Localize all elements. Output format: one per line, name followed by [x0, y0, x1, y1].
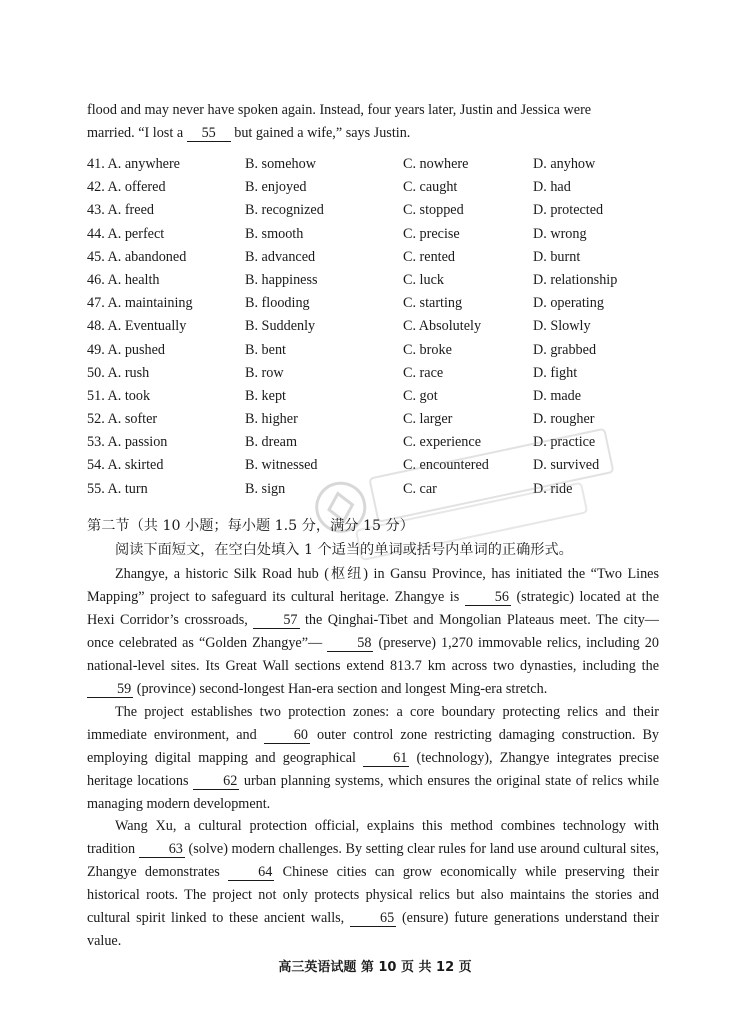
p2-text-1: The project establishes two protection zones: a core boundary protecting relics and their immediate environment, and — [87, 704, 659, 743]
option-a: 48. A. Eventually — [87, 318, 187, 335]
option-c: C. encountered — [403, 457, 489, 474]
blank-60: 60 — [264, 727, 310, 744]
blank-55: 55 — [187, 125, 231, 142]
option-c: C. nowhere — [403, 156, 469, 172]
option-b: B. row — [245, 364, 284, 381]
option-c: C. got — [403, 387, 438, 404]
blank-57: 57 — [253, 612, 299, 629]
p2-text-2: outer control zone restricting damaging construction. By employing digital mapping and geographical — [87, 727, 660, 766]
option-b: B. somehow — [245, 156, 316, 172]
p1-text-1: Zhangye, a historic Silk Road hub (枢纽) in Gansu Province, has initiated the “Two Lines Mapping” project to safeguard its cultural heritage. Zhangye is — [87, 566, 659, 605]
option-a: 51. A. took — [87, 387, 151, 404]
option-d: D. survived — [533, 457, 600, 474]
option-d: D. burnt — [533, 248, 581, 265]
option-d: D. protected — [533, 202, 604, 219]
option-c: C. luck — [403, 271, 444, 288]
p3-text-3: Chinese cities can grow economically while preserving their historical roots. The project not only protects physical relics but also maintains the stories and cultural spirit linked to these ancient walls, — [87, 864, 660, 926]
intro-line-2-end: but gained a wife,” says Justin. — [234, 125, 411, 141]
p1-text-2: (strategic) located at the Hexi Corridor’s crossroads, — [87, 589, 660, 628]
option-c: C. car — [403, 480, 437, 497]
section-instruction: 阅读下面短文，在空白处填入 1 个适当的单词或括号内单词的正确形式。 — [115, 542, 573, 558]
option-row — [87, 199, 687, 222]
blank-61: 61 — [363, 750, 409, 767]
option-row — [87, 362, 687, 385]
option-b: B. dream — [245, 434, 298, 451]
option-c: C. broke — [403, 341, 452, 358]
option-a: 54. A. skirted — [87, 457, 164, 474]
option-c: C. experience — [403, 434, 481, 451]
option-row — [87, 153, 687, 176]
paragraph-3 — [87, 815, 659, 953]
option-c: C. larger — [403, 411, 453, 428]
option-row — [87, 292, 687, 315]
option-a: 44. A. perfect — [87, 225, 165, 242]
option-row — [87, 315, 687, 338]
intro-line-1: flood and may never have spoken again. Instead, four years later, Justin and Jessica were — [87, 102, 592, 118]
option-a: 42. A. offered — [87, 179, 166, 196]
page-footer: 高三英语试题 第 10 页 共 12 页 — [278, 960, 472, 975]
option-c: C. caught — [403, 179, 458, 196]
option-b: B. sign — [245, 480, 286, 497]
option-b: B. kept — [245, 387, 286, 404]
option-c: C. precise — [403, 225, 460, 242]
blank-59: 59 — [87, 681, 133, 698]
option-row — [87, 385, 687, 408]
p1-text-4: (preserve) 1,270 immovable relics, including 20 national-level sites. Its Great Wall sections extend 813.7 km across two dynasties, including the — [87, 635, 659, 674]
p2-text-4: urban planning systems, which ensures the original state of relics while managing modern development. — [87, 773, 659, 812]
option-d: D. made — [533, 387, 582, 404]
option-a: 46. A. health — [87, 271, 160, 288]
p3-text-1: Wang Xu, a cultural protection official, explains this method combines technology with tradition — [87, 818, 659, 857]
option-d: D. fight — [533, 364, 578, 381]
option-d: D. ride — [533, 480, 573, 497]
option-row — [87, 223, 687, 246]
blank-64: 64 — [228, 864, 274, 881]
p1-text-5: (province) second-longest Han-era section and longest Ming-era stretch. — [136, 681, 548, 697]
option-b: B. witnessed — [245, 457, 318, 474]
option-b: B. higher — [245, 411, 298, 428]
option-row — [87, 339, 687, 362]
option-a: 47. A. maintaining — [87, 295, 193, 312]
p3-text-4: (ensure) future generations understand their value. — [87, 910, 660, 949]
paragraph-1 — [87, 563, 659, 701]
option-b: B. enjoyed — [245, 179, 307, 196]
section-title: 第二节（共 10 小题；每小题 1.5 分，满分 15 分） — [87, 518, 414, 534]
blank-58: 58 — [327, 635, 373, 652]
option-b: B. smooth — [245, 225, 304, 242]
option-c: C. stopped — [403, 202, 464, 219]
p3-text-2: (solve) modern challenges. By setting clear rules for land use around cultural sites, Zhangye demonstrates — [87, 841, 660, 880]
blank-63: 63 — [139, 841, 185, 858]
option-d: D. Slowly — [533, 318, 591, 335]
option-row — [87, 269, 687, 292]
option-b: B. bent — [245, 341, 286, 358]
blank-56: 56 — [465, 589, 511, 606]
option-d: D. grabbed — [533, 341, 597, 358]
option-a: 55. A. turn — [87, 480, 148, 497]
option-a: 49. A. pushed — [87, 341, 166, 358]
option-d: D. anyhow — [533, 156, 596, 172]
option-c: C. rented — [403, 248, 456, 265]
blank-65: 65 — [350, 910, 396, 927]
option-row — [87, 176, 687, 199]
option-a: 45. A. abandoned — [87, 248, 187, 265]
intro-paragraph — [87, 99, 659, 145]
option-b: B. flooding — [245, 295, 310, 312]
option-a: 43. A. freed — [87, 202, 154, 219]
option-a: 50. A. rush — [87, 364, 150, 381]
option-b: B. happiness — [245, 271, 318, 288]
option-b: B. advanced — [245, 248, 316, 265]
option-c: C. starting — [403, 295, 463, 312]
option-d: D. had — [533, 179, 571, 196]
p1-text-3: the Qinghai-Tibet and Mongolian Plateaus meet. The city—once celebrated as “Golden Zhangye”— — [87, 612, 659, 651]
option-a: 41. A. anywhere — [87, 156, 180, 172]
intro-line-2-start: married. “I lost a — [87, 125, 184, 141]
option-b: B. recognized — [245, 202, 324, 219]
blank-62: 62 — [193, 773, 239, 790]
option-b: B. Suddenly — [245, 318, 316, 335]
option-d: D. operating — [533, 295, 604, 312]
option-c: C. Absolutely — [403, 318, 482, 335]
option-row — [87, 246, 687, 269]
option-a: 53. A. passion — [87, 434, 168, 451]
option-d: D. relationship — [533, 271, 618, 288]
option-d: D. practice — [533, 434, 596, 451]
option-d: D. rougher — [533, 411, 595, 428]
p2-text-3: (technology), Zhangye integrates precise heritage locations — [87, 750, 660, 789]
paragraph-2 — [87, 701, 659, 816]
option-d: D. wrong — [533, 225, 587, 242]
option-a: 52. A. softer — [87, 411, 158, 428]
option-c: C. race — [403, 364, 444, 381]
